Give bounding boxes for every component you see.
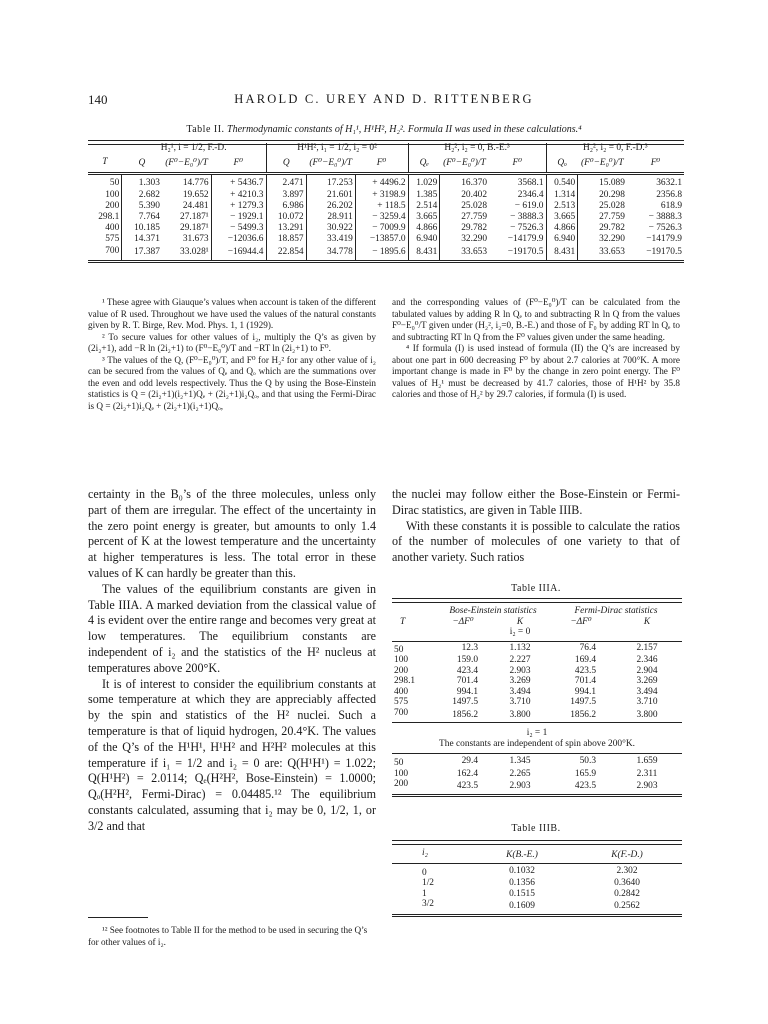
table-cell: 3.269 bbox=[509, 676, 531, 686]
table-cell: 28.911 bbox=[306, 212, 355, 223]
table-cell: 2.903 bbox=[636, 781, 658, 791]
table-cell: 7.764 bbox=[122, 212, 162, 223]
table-cell: 34.778 bbox=[306, 246, 355, 262]
table-cell: 0.1356 bbox=[509, 878, 535, 888]
page-header bbox=[0, 92, 768, 112]
table-cell: 32.290 bbox=[440, 234, 489, 245]
table-cell: − 3259.4 bbox=[355, 212, 408, 223]
table-row bbox=[88, 212, 684, 223]
table3a-sub1: i₂ = 0 bbox=[509, 627, 531, 637]
table-cell: −19170.5 bbox=[507, 247, 544, 258]
table3a-sub2-note: The constants are independent of spin above 200°K. bbox=[439, 738, 635, 749]
table-cell: 3.665 bbox=[408, 212, 440, 223]
body-column-left bbox=[88, 487, 376, 835]
table-cell: 27.759 bbox=[578, 212, 627, 223]
table2-col-f: F⁰ bbox=[376, 157, 387, 168]
table-cell: 2.157 bbox=[636, 643, 658, 653]
table-cell: + 3198.9 bbox=[355, 190, 408, 201]
table-row bbox=[88, 201, 684, 212]
table-row bbox=[88, 174, 684, 190]
table-cell: − 619.0 bbox=[514, 200, 544, 211]
table2-col-fe: (F⁰−E₀⁰)/T bbox=[165, 157, 208, 168]
table-cell: 6.940 bbox=[408, 234, 440, 245]
table-cell: 100 bbox=[394, 655, 409, 665]
table-cell: 575 bbox=[394, 697, 409, 707]
table-row bbox=[392, 666, 682, 677]
table-cell: 10.072 bbox=[266, 212, 306, 223]
table-cell: 2.227 bbox=[509, 655, 531, 665]
table-cell: + 1279.3 bbox=[211, 201, 266, 212]
table-cell: 2.302 bbox=[616, 865, 638, 876]
table-cell: 33.653 bbox=[578, 246, 627, 262]
table-row bbox=[392, 641, 682, 655]
table-cell: − 7526.3 bbox=[510, 223, 544, 234]
footnotes-right bbox=[392, 297, 680, 401]
table-cell: 1.314 bbox=[546, 190, 578, 201]
table-cell: 25.028 bbox=[440, 201, 489, 212]
paragraph: The values of the equilibrium constants are given in Table IIIA. A marked deviation from the classical value of 4 is evident over the entire range and becomes very great at low temperatures. The equilibrium constants are independent of i₂ and the statistics of the H² nucleus at temperatures above 200°K. bbox=[88, 581, 376, 675]
table-cell: 76.4 bbox=[579, 643, 596, 653]
table-cell: 0 bbox=[422, 867, 427, 878]
table2-group-2: H¹H², i₁ = 1/2, i₂ = 0² bbox=[266, 143, 408, 154]
table-cell: 0.540 bbox=[546, 174, 578, 190]
table-cell: 33.653 bbox=[440, 246, 489, 262]
table2-col-qo: Qₒ bbox=[546, 154, 578, 174]
table3b-top-rule bbox=[392, 840, 682, 845]
table-row bbox=[392, 687, 682, 698]
table-cell: 1856.2 bbox=[452, 709, 478, 720]
table2 bbox=[88, 143, 684, 263]
table2-group-4: H₂², i₂ = 0, F.-D.³ bbox=[546, 143, 684, 154]
table3b bbox=[392, 848, 682, 917]
table-cell: 4.866 bbox=[408, 223, 440, 234]
table-cell: 2.513 bbox=[546, 201, 578, 212]
table-cell: 1.132 bbox=[509, 643, 531, 653]
table-cell: 12.3 bbox=[461, 643, 478, 653]
table-cell: 400 bbox=[394, 686, 409, 697]
table-cell: 701.4 bbox=[456, 676, 478, 686]
table-cell: 8.431 bbox=[408, 246, 440, 262]
be-statistics-label: Bose-Einstein statistics bbox=[449, 606, 537, 616]
table-cell: 14.371 bbox=[122, 234, 162, 245]
table2-col-t: T bbox=[102, 157, 108, 168]
body-column-right bbox=[392, 487, 680, 566]
page-number: 140 bbox=[88, 92, 108, 107]
table-cell: 994.1 bbox=[456, 686, 478, 697]
table-cell: 1.659 bbox=[636, 756, 658, 766]
table-cell: − 5499.3 bbox=[211, 223, 266, 234]
table-cell: 31.673 bbox=[182, 234, 209, 245]
table-cell: 27.759 bbox=[440, 212, 489, 223]
table-cell: 100 bbox=[394, 768, 409, 779]
table-row bbox=[392, 878, 682, 889]
table-cell: 423.4 bbox=[456, 665, 478, 676]
table3b-col-i: i₂ bbox=[422, 848, 428, 858]
table-cell: 2.514 bbox=[408, 201, 440, 212]
table-cell: 2.311 bbox=[636, 768, 658, 779]
table-cell: 2.903 bbox=[509, 665, 531, 676]
table-cell: 20.298 bbox=[578, 190, 627, 201]
table3a-col-df: −ΔF⁰ bbox=[452, 616, 474, 627]
table-cell: 3.665 bbox=[546, 212, 578, 223]
table-cell: 298.1 bbox=[98, 212, 120, 223]
table-cell: 17.253 bbox=[306, 174, 355, 190]
table-cell: 700 bbox=[394, 707, 409, 718]
table-cell: 575 bbox=[105, 234, 120, 245]
table-cell: 3632.1 bbox=[656, 178, 682, 189]
table-cell: − 3888.3 bbox=[510, 212, 544, 223]
table-cell: 6.940 bbox=[546, 234, 578, 245]
table-cell: 1.345 bbox=[509, 756, 531, 766]
table2-caption bbox=[88, 124, 680, 135]
fd-statistics-label: Fermi-Dirac statistics bbox=[574, 606, 658, 616]
table-row bbox=[392, 697, 682, 708]
footnotes-left bbox=[88, 297, 376, 412]
table-cell: 400 bbox=[105, 223, 120, 234]
table-cell: 18.857 bbox=[266, 234, 306, 245]
table-cell: 2356.8 bbox=[656, 189, 682, 200]
table-cell: 5.390 bbox=[122, 201, 162, 212]
table-cell: −13857.0 bbox=[355, 234, 408, 245]
table-cell: 10.185 bbox=[122, 223, 162, 234]
table2-caption-text: Thermodynamic constants of H₁¹, H¹H², H₂². Formula II was used in these calculations.⁴ bbox=[227, 124, 582, 135]
table-cell: −16944.4 bbox=[211, 246, 266, 262]
table2-col-f: F⁰ bbox=[233, 157, 244, 168]
footnote-divider bbox=[88, 917, 148, 918]
table-cell: + 5436.7 bbox=[211, 174, 266, 190]
table-cell: 3.269 bbox=[636, 676, 658, 686]
table3b-col-fd: K(F.-D.) bbox=[611, 850, 643, 860]
table-cell: 423.5 bbox=[456, 781, 478, 791]
table3a-caption: Table IIIA. bbox=[511, 583, 561, 594]
table3a bbox=[392, 606, 682, 797]
table-cell: + 4496.2 bbox=[355, 174, 408, 190]
table-cell: 0.2842 bbox=[614, 888, 640, 899]
table-row bbox=[392, 889, 682, 900]
table-cell: − 7526.3 bbox=[648, 223, 682, 234]
table-cell: 1 bbox=[422, 888, 427, 899]
table-cell: 618.9 bbox=[660, 200, 682, 211]
table-cell: 1497.5 bbox=[452, 697, 478, 707]
table-row bbox=[392, 655, 682, 666]
table-cell: 1856.2 bbox=[570, 709, 596, 720]
table2-group-1: H₂¹, i = 1/2, F.-D. bbox=[160, 143, 227, 153]
table-cell: 1.303 bbox=[122, 174, 162, 190]
table-cell: 2.265 bbox=[509, 768, 531, 779]
table2-col-q: Q bbox=[138, 157, 146, 168]
table-row bbox=[88, 223, 684, 234]
table2-col-fe: (F⁰−E₀⁰)/T bbox=[580, 157, 624, 168]
table-cell: 32.290 bbox=[578, 234, 627, 245]
footnote-12: ¹² See footnotes to Table II for the method to be used in securing the Q’s for other values of i₂. bbox=[88, 925, 368, 947]
table-cell: 21.601 bbox=[306, 190, 355, 201]
table-cell: 298.1 bbox=[394, 676, 416, 686]
footnote-3-continued: and the corresponding values of (F⁰−E₀⁰)/T can be calculated from the tabulated values by adding R ln Qₑ to and subtracting R ln Q from the values F⁰−E₀⁰/T given under (H₂², i₂=0, B.-E.) and those of F₀ by adding RT ln Qₑ to and subtracting RT ln Q from the F⁰ values given under the same heading. bbox=[392, 297, 680, 342]
table-cell: 29.187¹ bbox=[180, 223, 209, 234]
footnote-4: ⁴ If formula (I) is used instead of formula (II) the Q’s are increased by about one part in 600 decreasing F⁰ by about 2.7 calories at 700°K. A more important change is made in F⁰ by the change in zero point energy. The F⁰ values of H₂¹ must be decreased by 41.7 calories, those of H¹H² by 35.8 calories and those of H₂² by 29.7 calories, if formula (I) is used. bbox=[392, 343, 680, 399]
table-row bbox=[88, 246, 684, 262]
table-cell: 3.800 bbox=[636, 709, 658, 720]
table-cell: 50 bbox=[394, 644, 404, 655]
table-cell: 8.431 bbox=[546, 246, 578, 262]
paragraph: certainty in the B₀’s of the three molecules, unless only part of them are irregular. The effect of the uncertainty in the zero point energy is greater, but amounts to only 1.4 percent of K at the lowest temperature and the uncertainty at higher temperatures is less. The total error in these values of K can hardly be greater than this. bbox=[88, 487, 376, 580]
footnote-1: ¹ These agree with Giauque’s values when account is taken of the different value of R used. Throughout we have used the values of the natural constants given by R. T. Birge, Rev. Mod. Phys. 1, 1 (1929). bbox=[88, 297, 376, 330]
table3a-col-k: K bbox=[516, 616, 524, 627]
table-cell: 20.402 bbox=[440, 190, 489, 201]
table-cell: 2346.4 bbox=[517, 189, 544, 200]
running-head: HAROLD C. UREY AND D. RITTENBERG bbox=[234, 92, 534, 106]
table2-caption-label: Table II. bbox=[186, 124, 225, 135]
table-cell: 1/2 bbox=[422, 878, 434, 888]
table-cell: − 3888.3 bbox=[648, 212, 682, 223]
table-cell: 3.494 bbox=[509, 686, 531, 697]
table-cell: 200 bbox=[105, 200, 120, 211]
table-cell: −14179.9 bbox=[507, 234, 544, 245]
table-row bbox=[392, 769, 682, 780]
table-cell: 1.385 bbox=[408, 190, 440, 201]
table3b-caption: Table IIIB. bbox=[511, 823, 561, 834]
paragraph: With these constants it is possible to calculate the ratios of the number of molecules of one variety to that of another variety. Such ratios bbox=[392, 518, 680, 565]
table-cell: 994.1 bbox=[574, 686, 596, 697]
table-cell: 701.4 bbox=[574, 676, 596, 686]
table-cell: − 7009.9 bbox=[355, 223, 408, 234]
table-cell: 50 bbox=[394, 758, 404, 768]
table3a-sub2: i₂ = 1 bbox=[526, 728, 548, 738]
table-cell: 24.481 bbox=[182, 200, 209, 211]
table-cell: 6.986 bbox=[266, 201, 306, 212]
table-cell: 200 bbox=[394, 665, 409, 676]
table-row bbox=[392, 899, 682, 915]
table-cell: 3.800 bbox=[509, 709, 531, 720]
table-cell: 100 bbox=[105, 189, 120, 200]
paragraph: the nuclei may follow either the Bose-Einstein or Fermi-Dirac statistics, are given in Table IIIB. bbox=[392, 487, 680, 517]
table-cell: 3/2 bbox=[422, 899, 434, 909]
table-cell: 13.291 bbox=[266, 223, 306, 234]
table-row bbox=[392, 708, 682, 723]
paragraph: It is of interest to consider the equilibrium constants at some temperature at which they are appreciably affected by the spin and statistics of the H² nuclei. Such a temperature is that of liquid hydrogen, 20.4°K. The values of the Q’s of the H¹H¹, H¹H² and H²H² molecules at this temperature if i₁ = 1/2 and i₂ = 0 are: Q(H¹H¹) = 1.022; Q(H¹H²) = 2.0114; Qₑ(H²H², Bose-Einstein) = 1.0000; Qₒ(H²H², Fermi-Dirac) = 0.04485.¹² The equilibrium constants calculated, assuming that i₂ may be 0, 1/2, 1, or 3/2 and that bbox=[88, 676, 376, 833]
table2-col-qe: Qₑ bbox=[408, 154, 440, 174]
table-cell: 33.419 bbox=[306, 234, 355, 245]
table3b-col-be: K(B.-E.) bbox=[506, 850, 538, 860]
table-cell: 25.028 bbox=[578, 201, 627, 212]
table-cell: 700 bbox=[105, 245, 120, 256]
table-cell: 33.028¹ bbox=[180, 247, 209, 258]
table-cell: 0.1609 bbox=[509, 901, 535, 911]
table-cell: 2.904 bbox=[636, 665, 658, 676]
table-cell: 2.903 bbox=[509, 781, 531, 791]
table-row bbox=[392, 779, 682, 795]
table-cell: 3.710 bbox=[636, 697, 658, 707]
table-cell: 29.782 bbox=[440, 223, 489, 234]
table-cell: − 1895.6 bbox=[355, 246, 408, 262]
table-cell: 3.494 bbox=[636, 686, 658, 697]
table-cell: 26.202 bbox=[306, 201, 355, 212]
table-cell: 169.4 bbox=[574, 655, 596, 665]
table-row bbox=[392, 754, 682, 769]
table2-col-f: F⁰ bbox=[512, 157, 522, 168]
table-cell: − 1929.1 bbox=[211, 212, 266, 223]
table-cell: + 4210.3 bbox=[211, 190, 266, 201]
table-cell: 16.370 bbox=[440, 174, 489, 190]
table-cell: 19.652 bbox=[182, 189, 209, 200]
table-cell: 14.776 bbox=[182, 178, 209, 189]
table-cell: 0.1515 bbox=[509, 888, 535, 899]
table-cell: 2.471 bbox=[266, 174, 306, 190]
table-cell: 30.922 bbox=[306, 223, 355, 234]
table-cell: 29.782 bbox=[578, 223, 627, 234]
table-cell: −12036.6 bbox=[211, 234, 266, 245]
table-cell: −14179.9 bbox=[646, 234, 682, 245]
table-row bbox=[392, 676, 682, 687]
table-cell: 2.346 bbox=[636, 655, 658, 665]
table3a-col-df: −ΔF⁰ bbox=[570, 616, 592, 627]
table-cell: 3.710 bbox=[509, 697, 531, 707]
table-cell: 2.682 bbox=[122, 190, 162, 201]
table3a-col-t: T bbox=[400, 616, 406, 627]
table2-col-fe: (F⁰−E₀⁰)/T bbox=[443, 157, 486, 168]
table-row bbox=[88, 190, 684, 201]
table-row bbox=[392, 863, 682, 878]
table-row bbox=[88, 234, 684, 245]
table-cell: 0.2562 bbox=[614, 901, 640, 911]
table-cell: 200 bbox=[394, 779, 409, 789]
table-cell: 4.866 bbox=[546, 223, 578, 234]
footnote-2: ² To secure values for other values of i₂, multiply the Q’s as given by (2i₂+1), add −R ln (2i₂+1) to (F⁰−E₀⁰)/T and −RT ln (2i₂+1) to F⁰. bbox=[88, 331, 376, 353]
table-cell: 27.187¹ bbox=[180, 212, 209, 223]
table-cell: 22.854 bbox=[266, 246, 306, 262]
table-cell: 17.387 bbox=[122, 246, 162, 262]
table-cell: −19170.5 bbox=[646, 247, 682, 258]
table-cell: 0.3640 bbox=[614, 878, 640, 888]
table-cell: 1.029 bbox=[408, 174, 440, 190]
table-cell: 423.5 bbox=[574, 781, 596, 791]
table-cell: 15.089 bbox=[578, 174, 627, 190]
table-cell: 50 bbox=[109, 178, 120, 189]
table-cell: 3.897 bbox=[266, 190, 306, 201]
table-cell: + 118.5 bbox=[355, 201, 408, 212]
table-cell: 29.4 bbox=[461, 756, 478, 766]
table-cell: 423.5 bbox=[574, 665, 596, 676]
table-cell: 3568.1 bbox=[517, 178, 544, 189]
table-cell: 159.0 bbox=[456, 655, 478, 665]
table2-col-fe: (F⁰−E₀⁰)/T bbox=[309, 157, 353, 168]
table2-col-f: F⁰ bbox=[650, 157, 661, 168]
table3a-top-rule bbox=[392, 598, 682, 603]
table-cell: 165.9 bbox=[574, 768, 596, 779]
table2-col-q: Q bbox=[266, 154, 306, 174]
table3a-col-k: K bbox=[643, 616, 651, 627]
table-cell: 0.1032 bbox=[509, 865, 535, 876]
footnote-3: ³ The values of the Q, (F⁰−E₀⁰)/T, and F⁰ for H₂² for any other value of i₂ can be secured from the values of Qₑ and Qₒ which are the summations over the even and odd levels respectively. Thus the Q by using the Bose-Einstein statistics is Q = (2i₂+1)(i₂+1)Qₑ + (2i₂+1)i₂Qₒ, and that using the Fermi-Dirac is Q = (2i₂+1)i₂Qₑ + (2i₂+1)(i₂+1)Qₒ, bbox=[88, 354, 376, 411]
table2-group-3: H₂², i₂ = 0, B.-E.³ bbox=[408, 143, 546, 154]
table-cell: 50.3 bbox=[579, 756, 596, 766]
table-cell: 162.4 bbox=[456, 768, 478, 779]
table-cell: 1497.5 bbox=[570, 697, 596, 707]
